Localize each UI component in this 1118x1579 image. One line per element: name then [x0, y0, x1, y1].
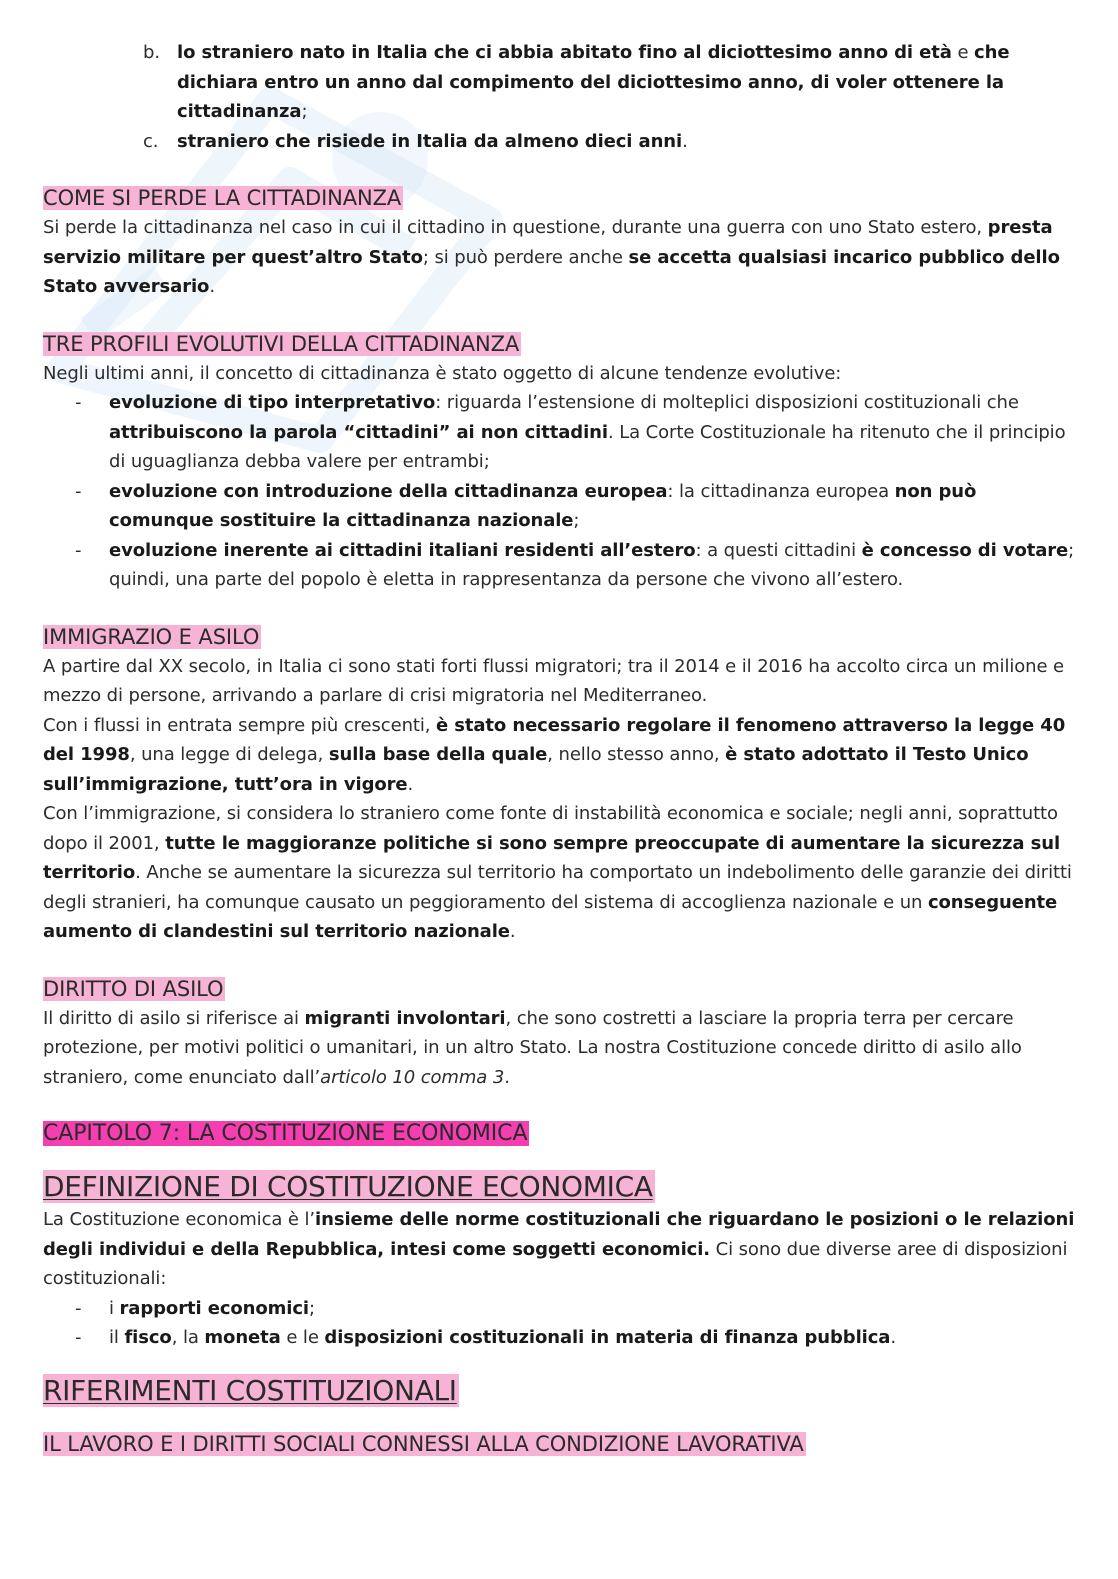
paragraph-perde: Si perde la cittadinanza nel caso in cui il cittadino in questione, durante una guerra con uno Stato estero, presta servizio militare per quest’altro Stato; si può perdere anche se accetta qualsiasi incarico pubblico dello Stato avversario. — [43, 217, 1060, 297]
profili-list — [43, 388, 1083, 595]
list-item: - evoluzione con introduzione della cittadinanza europea: la cittadinanza europea non può comunque sostituire la cittadinanza nazionale; — [43, 477, 1083, 536]
list-marker: - — [75, 1327, 82, 1348]
list-marker: b. — [143, 42, 160, 63]
list-marker: - — [75, 480, 82, 502]
paragraph-immigrazio-1: A partire dal XX secolo, in Italia ci sono stati forti flussi migratori; tra il 2014 e il 2016 ha accolto circa un milione e mezzo di persone, arrivando a parlare di crisi migratoria nel Mediterraneo. — [43, 655, 1065, 706]
list-marker: - — [75, 539, 82, 561]
section-heading-immigrazio: IMMIGRAZIO E ASILO — [43, 624, 260, 649]
paragraph-asilo: Il diritto di asilo si riferisce ai migranti involontari, che sono costretti a lasciare la propria terra per cercare protezione, per motivi politici o umanitari, in un altro Stato. La nostra Costituzione concede diritto di asilo allo straniero, come enunciato dall’articolo 10 comma 3. — [43, 1007, 1022, 1088]
list-item: - i rapporti economici; — [43, 1294, 1083, 1324]
section-heading-asilo: DIRITTO DI ASILO — [43, 976, 224, 1001]
paragraph-immigrazio-2: Con i flussi in entrata sempre più crescenti, è stato necessario regolare il fenomeno attraverso la legge 40 del 1998, una legge di delega, sulla base della quale, nello stesso anno, è stato adottato il Testo Unico sull’immigrazione, tutt’ora in vigore. — [43, 714, 1066, 795]
paragraph-profili-intro: Negli ultimi anni, il concetto di cittadinanza è stato oggetto di alcune tendenze evolutive: — [43, 362, 842, 384]
section-heading-profili: TRE PROFILI EVOLUTIVI DELLA CITTADINANZA — [43, 331, 520, 356]
list-marker: - — [75, 392, 82, 413]
list-marker: c. — [143, 130, 159, 152]
list-marker: - — [75, 1297, 82, 1319]
section-heading-lavoro: IL LAVORO E I DIRITTI SOCIALI CONNESSI ALLA CONDIZIONE LAVORATIVA — [43, 1431, 804, 1456]
list-item: - il fisco, la moneta e le disposizioni costituzionali in materia di finanza pubblica. — [43, 1323, 1083, 1353]
list-item: c. straniero che risiede in Italia da almeno dieci anni. — [43, 127, 1083, 157]
section-heading-definizione: DEFINIZIONE DI COSTITUZIONE ECONOMICA — [43, 1170, 653, 1203]
list-item: - evoluzione di tipo interpretativo: riguarda l’estensione di molteplici disposizioni costituzionali che attribuiscono la parola “cittadini” ai non cittadini. La Corte Costituzionale ha ritenuto che il principio di uguaglianza debba valere per entrambi; — [43, 388, 1083, 477]
chapter-heading: CAPITOLO 7: LA COSTITUZIONE ECONOMICA — [43, 1121, 528, 1146]
paragraph-definizione: La Costituzione economica è l’insieme delle norme costituzionali che riguardano le posizioni o le relazioni degli individui e della Repubblica, intesi come soggetti economici. Ci sono due diverse aree di disposizioni costituzionali: — [43, 1209, 1075, 1289]
list-item: - evoluzione inerente ai cittadini italiani residenti all’estero: a questi cittadini è concesso di votare; quindi, una parte del popolo è eletta in rappresentanza da persone che vivono all’estero. — [43, 536, 1083, 595]
citizenship-acquisition-list — [43, 38, 1083, 156]
definizione-list — [43, 1294, 1083, 1353]
document-body — [43, 38, 1083, 1459]
section-heading-perde: COME SI PERDE LA CITTADINANZA — [43, 186, 402, 210]
section-heading-riferimenti: RIFERIMENTI COSTITUZIONALI — [43, 1373, 457, 1407]
paragraph-immigrazio-3: Con l’immigrazione, si considera lo straniero come fonte di instabilità economica e sociale; negli anni, soprattutto dopo il 2001, tutte le maggioranze politiche si sono sempre preoccupate di aumentare la sicurezza sul territorio. Anche se aumentare la sicurezza sul territorio ha comportato un indebolimento delle garanzie dei diritti degli stranieri, ha comunque causato un peggioramento del sistema di accoglienza nazionale e un conseguente aumento di clandestini sul territorio nazionale. — [43, 803, 1072, 942]
list-item: b. lo straniero nato in Italia che ci abbia abitato fino al diciottesimo anno di età e che dichiara entro un anno dal compimento del diciottesimo anno, di voler ottenere la cittadinanza; — [43, 38, 1083, 127]
